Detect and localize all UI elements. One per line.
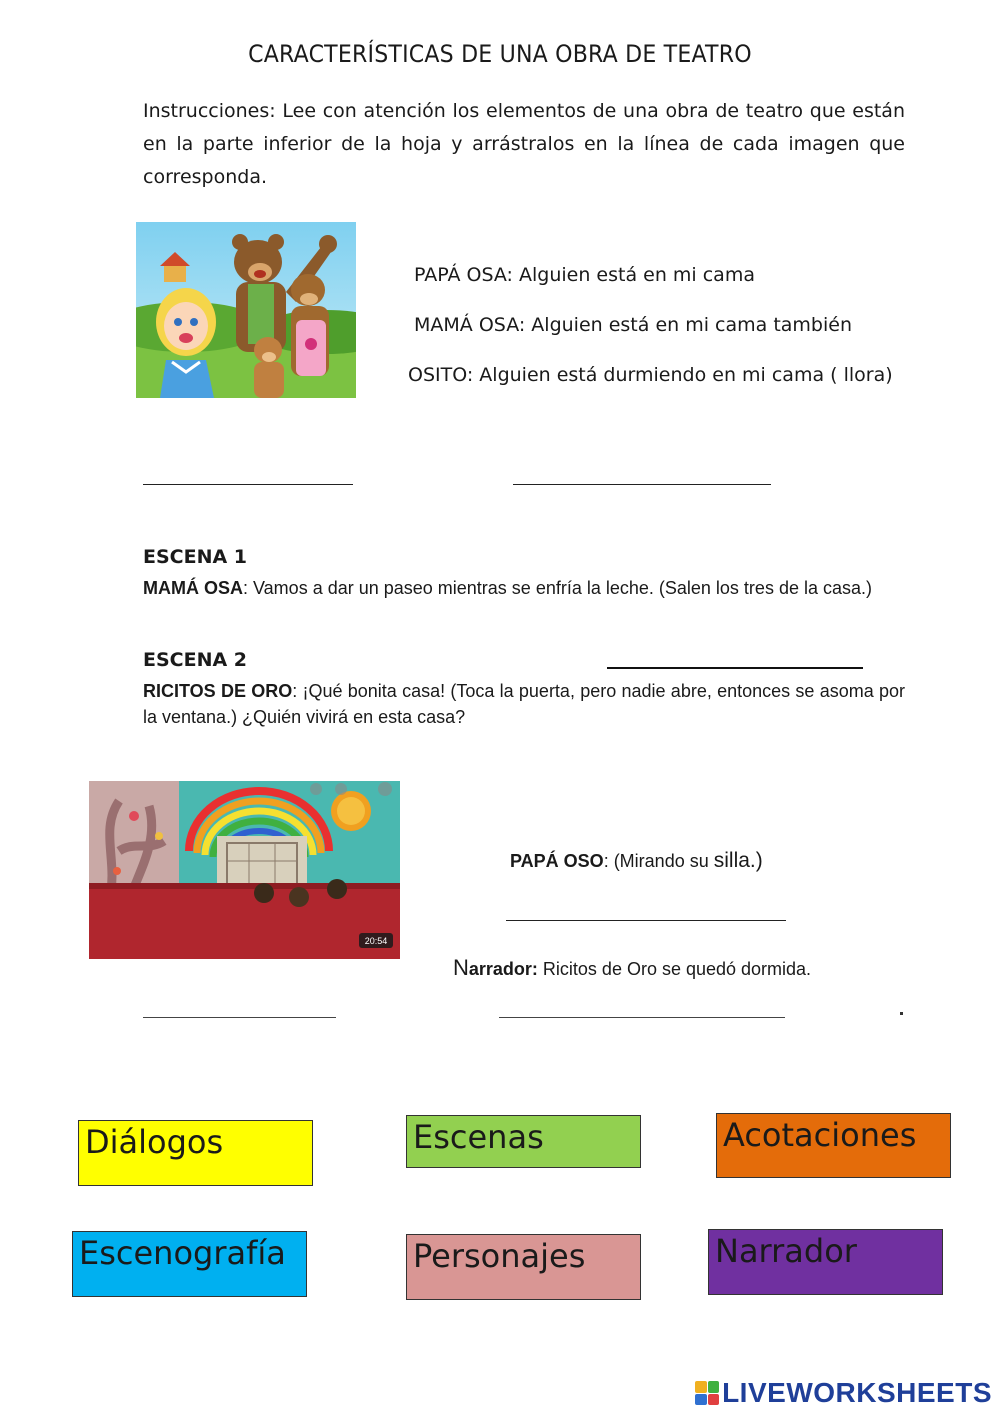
answer-line-3[interactable]: [607, 667, 863, 669]
scene-2-text: [143, 678, 905, 730]
three-bears-illustration: [136, 222, 356, 398]
card-escenografia[interactable]: [72, 1231, 307, 1297]
answer-line-2[interactable]: [513, 484, 771, 485]
papa-oso-line: [510, 849, 763, 873]
card-escenas-label: Escenas: [413, 1118, 544, 1156]
scene-2-heading: ESCENA 2: [143, 649, 248, 671]
stray-dot: [900, 1012, 903, 1015]
scene-1-heading: ESCENA 1: [143, 546, 248, 568]
card-escenografia-label: Escenografía: [79, 1234, 286, 1272]
papa-oso-text: : (Mirando su: [603, 851, 714, 871]
puppet-stage-photo: [89, 781, 400, 959]
card-dialogos-label: Diálogos: [85, 1123, 224, 1161]
answer-line-1[interactable]: [143, 484, 353, 485]
video-timestamp: 20:54: [364, 936, 388, 946]
papa-oso-big: silla.): [713, 849, 763, 872]
dialogue-osito: OSITO: Alguien está durmiendo en mi cama ( llora): [408, 364, 893, 386]
card-acotaciones[interactable]: [716, 1113, 951, 1178]
liveworksheets-wordmark: LIVEWORKSHEETS: [722, 1377, 992, 1408]
narrador-first-letter: N: [453, 955, 469, 980]
card-narrador[interactable]: [708, 1229, 943, 1295]
scene-1-speaker: MAMÁ OSA: [143, 578, 243, 598]
narrador-line: [453, 955, 811, 981]
liveworksheets-logo-icon: [695, 1381, 719, 1405]
liveworksheets-brand: [695, 1376, 992, 1410]
worksheet-title: CARACTERÍSTICAS DE UNA OBRA DE TEATRO: [248, 40, 752, 68]
scene-2-speaker: RICITOS DE ORO: [143, 681, 293, 701]
card-dialogos[interactable]: [78, 1120, 313, 1186]
scene-1-line: : Vamos a dar un paseo mientras se enfría la leche. (Salen los tres de la casa.): [243, 578, 872, 598]
papa-oso-speaker: PAPÁ OSO: [510, 851, 604, 871]
card-narrador-label: Narrador: [715, 1232, 857, 1270]
narrador-text: Ricitos de Oro se quedó dormida.: [537, 959, 812, 979]
answer-line-4[interactable]: [506, 920, 786, 921]
dialogue-papa-osa: PAPÁ OSA: Alguien está en mi cama: [414, 264, 755, 286]
card-personajes[interactable]: [406, 1234, 641, 1300]
card-personajes-label: Personajes: [413, 1237, 586, 1275]
narrador-speaker: arrador:: [468, 959, 538, 979]
scene-2-line: : ¡Qué bonita casa! (Toca la puerta, pero nadie abre, entonces se asoma por la ventana.) ¿Quién vivirá en esta casa?: [143, 681, 905, 727]
answer-line-5[interactable]: [143, 1017, 336, 1018]
card-escenas[interactable]: [406, 1115, 641, 1168]
scene-1-text: [143, 575, 905, 601]
dialogue-mama-osa: MAMÁ OSA: Alguien está en mi cama también: [414, 314, 852, 336]
card-acotaciones-label: Acotaciones: [723, 1116, 917, 1154]
instructions-text: Instrucciones: Lee con atención los elementos de una obra de teatro que están en la parte inferior de la hoja y arrástralos en la línea de cada imagen que corresponda.: [143, 100, 905, 188]
answer-line-6[interactable]: [499, 1017, 785, 1018]
